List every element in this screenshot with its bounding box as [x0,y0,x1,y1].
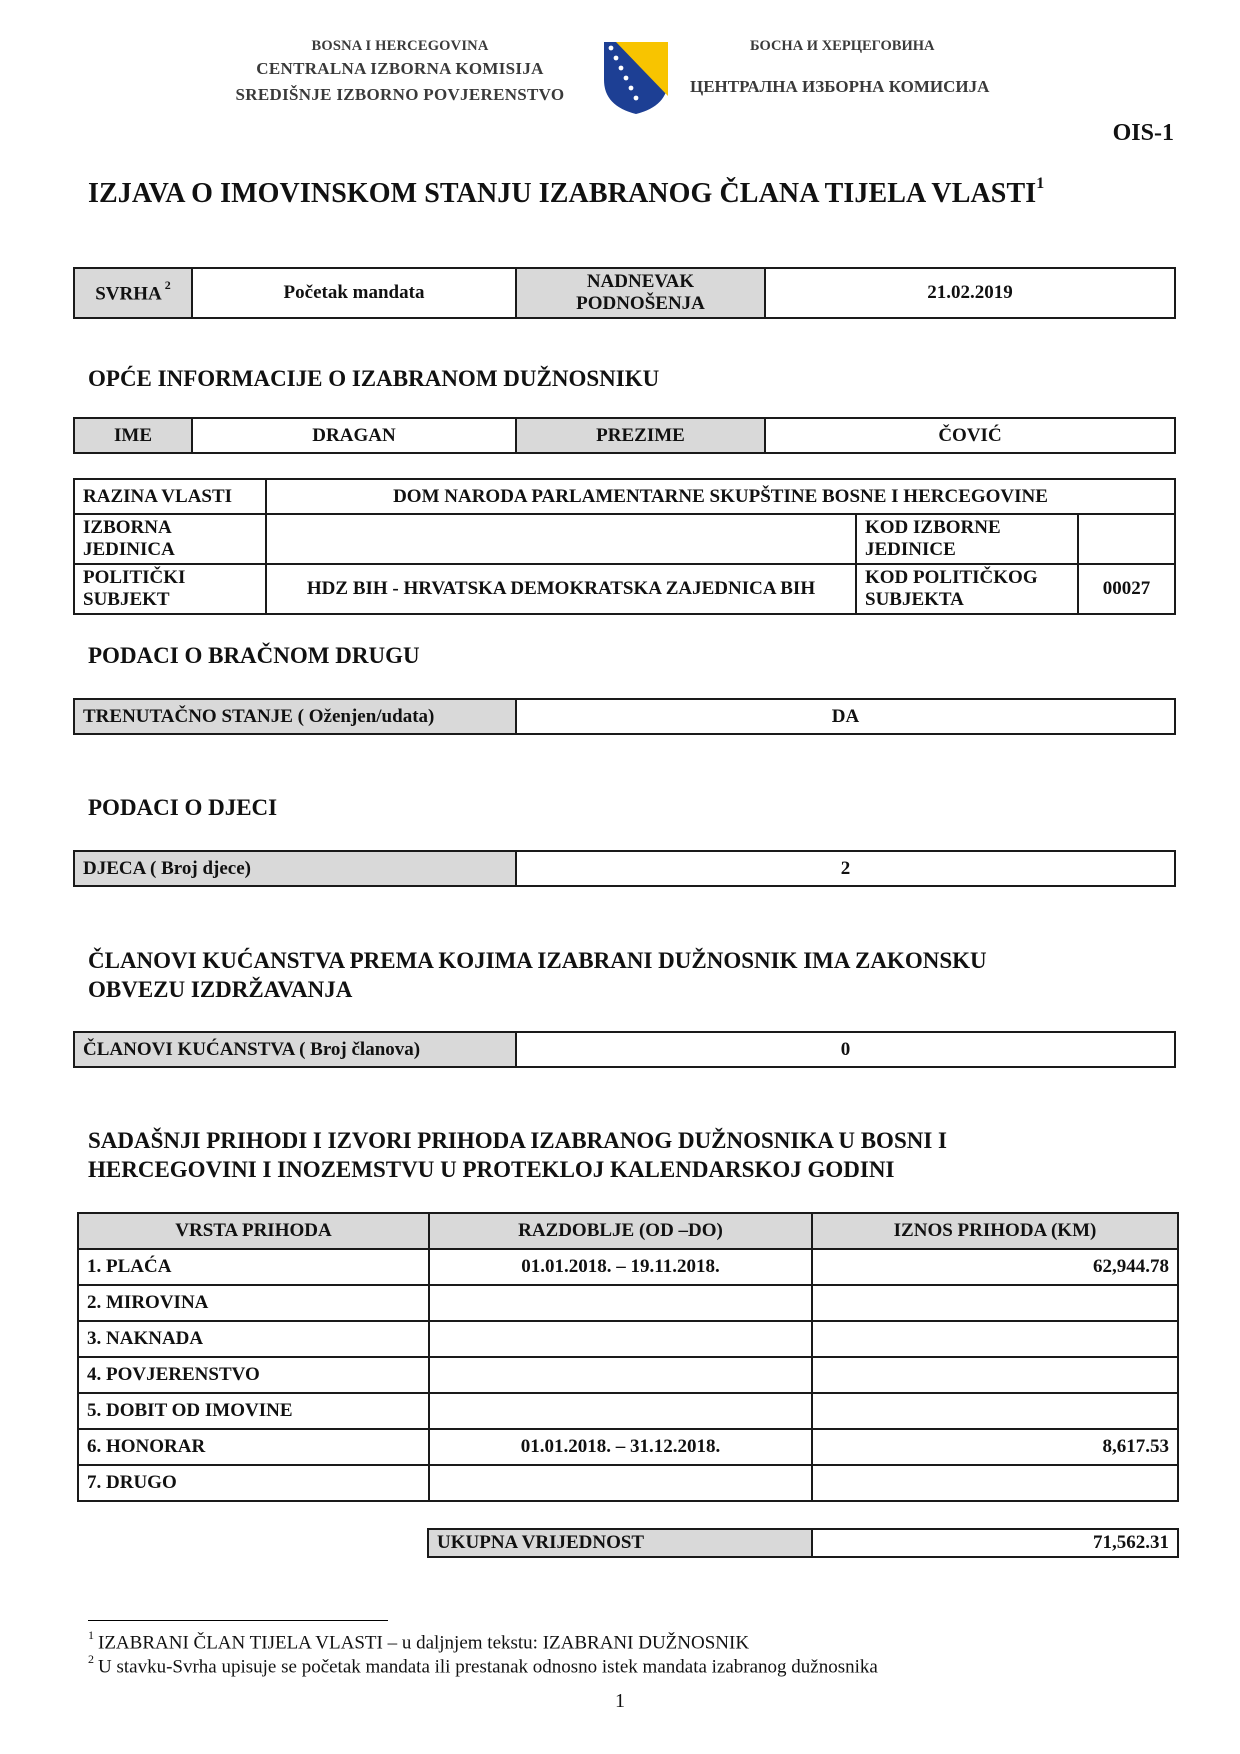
spouse-table [73,698,1176,735]
politicki-subjekt-value: HDZ BIH - HRVATSKA DEMOKRATSKA ZAJEDNICA BIH [266,564,856,614]
income-type: 3. NAKNADA [78,1321,429,1357]
page-number: 1 [615,1690,625,1712]
date-label: NADNEVAK PODNOŠENJA [516,268,765,318]
country-name-latin: BOSNA I HERCEGOVINA [311,38,489,54]
kod-izborne-jedinice-label: KOD IZBORNE JEDINICE [856,514,1078,564]
official-info-table [73,478,1176,615]
title-text: IZJAVA O IMOVINSKOM STANJU IZABRANOG ČLANA TIJELA VLASTI [88,178,1037,209]
ime-label: IME [74,418,192,453]
children-table [73,850,1176,887]
title-footnote-ref: 1 [1036,174,1045,192]
kod-izborne-jedinice-value [1078,514,1175,564]
income-period [429,1393,812,1429]
table-row [78,1249,1178,1285]
izborna-jedinica-label: IZBORNA JEDINICA [74,514,266,564]
footnote: $^2$ U stavku-Svrha upisuje se početak mandata ili prestanak odnosno istek mandata izabranog dužnosnika [88,1652,878,1678]
izborna-jedinica-value [266,514,856,564]
children-label: DJECA ( Broj djece) [74,851,516,886]
spouse-value: DA [516,699,1175,734]
income-table [77,1212,1179,1502]
income-period [429,1285,812,1321]
ime-value: DRAGAN [192,418,516,453]
svrha-label: SVRHA $^2$ [74,268,192,318]
income-type: 6. HONORAR [78,1429,429,1465]
razina-vlasti-value: DOM NARODA PARLAMENTARNE SKUPŠTINE BOSNE I HERCEGOVINE [266,479,1175,514]
table-row [78,1285,1178,1321]
kod-politickog-subjekta-label: KOD POLITIČKOG SUBJEKTA [856,564,1078,614]
commission-name-latin: CENTRALNA IZBORNA KOMISIJA [256,59,544,78]
general-info-heading: OPĆE INFORMACIJE O IZABRANOM DUŽNOSNIKU [88,366,660,391]
income-type: 7. DRUGO [78,1465,429,1501]
kod-politickog-subjekta-value: 00027 [1078,564,1175,614]
spouse-heading: PODACI O BRAČNOM DRUGU [88,643,420,668]
commission-name-cyrillic: ЦЕНТРАЛНА ИЗБОРНА КОМИСИЈА [690,77,990,96]
total-value: 71,562.31 [812,1529,1178,1557]
income-period: 01.01.2018. – 19.11.2018. [429,1249,812,1285]
income-heading: SADAŠNJI PRIHODI I IZVORI PRIHODA IZABRANOG DUŽNOSNIKA U BOSNI I HERCEGOVINI I INOZEMSTVU U PROTEKLOJ KALENDARSKOJ GODINI [88,1128,947,1182]
prezime-value: ČOVIĆ [765,418,1175,453]
column-header: VRSTA PRIHODA [78,1213,429,1249]
page-title [88,174,1045,210]
table-row [78,1357,1178,1393]
income-amount [812,1321,1178,1357]
svrha-value: Početak mandata [192,268,516,318]
name-table [73,417,1176,454]
income-amount [812,1285,1178,1321]
column-header: RAZDOBLJE (OD –DO) [429,1213,812,1249]
table-row [78,1393,1178,1429]
income-amount: 62,944.78 [812,1249,1178,1285]
children-heading: PODACI O DJECI [88,795,278,820]
form-code: OIS-1 [1112,120,1174,146]
income-type: 1. PLAĆA [78,1249,429,1285]
table-row [78,1429,1178,1465]
footnote: $^1$ IZABRANI ČLAN TIJELA VLASTI – u daljnjem tekstu: IZABRANI DUŽNOSNIK [88,1628,750,1654]
column-header: IZNOS PRIHODA (KM) [812,1213,1178,1249]
household-heading: ČLANOVI KUĆANSTVA PREMA KOJIMA IZABRANI DUŽNOSNIK IMA ZAKONSKU OBVEZU IZDRŽAVANJA [88,948,987,1002]
income-type: 5. DOBIT OD IMOVINE [78,1393,429,1429]
table-row [78,1465,1178,1501]
commission-name-croatian: SREDIŠNJE IZBORNO POVJERENSTVO [235,85,565,104]
income-period: 01.01.2018. – 31.12.2018. [429,1429,812,1465]
income-type: 4. POVJERENSTVO [78,1357,429,1393]
household-table [73,1031,1176,1068]
total-label: UKUPNA VRIJEDNOST [428,1529,812,1557]
household-label: ČLANOVI KUĆANSTVA ( Broj članova) [74,1032,516,1067]
household-value: 0 [516,1032,1175,1067]
prezime-label: PREZIME [516,418,765,453]
institution-name-latin [180,36,620,108]
income-type: 2. MIROVINA [78,1285,429,1321]
bih-coat-of-arms-icon [602,40,670,116]
table-row [78,1321,1178,1357]
income-amount [812,1393,1178,1429]
country-name-cyrillic: БОСНА И ХЕРЦЕГОВИНА [750,38,935,54]
purpose-table [73,267,1176,319]
income-period [429,1357,812,1393]
income-total-table [427,1528,1179,1558]
institution-name-cyrillic [690,36,1030,100]
children-value: 2 [516,851,1175,886]
footnote-divider [88,1620,388,1621]
income-amount [812,1465,1178,1501]
income-amount [812,1357,1178,1393]
date-value: 21.02.2019 [765,268,1175,318]
income-period [429,1321,812,1357]
politicki-subjekt-label: POLITIČKI SUBJEKT [74,564,266,614]
razina-vlasti-label: RAZINA VLASTI [74,479,266,514]
income-period [429,1465,812,1501]
income-amount: 8,617.53 [812,1429,1178,1465]
spouse-label: TRENUTAČNO STANJE ( Oženjen/udata) [74,699,516,734]
